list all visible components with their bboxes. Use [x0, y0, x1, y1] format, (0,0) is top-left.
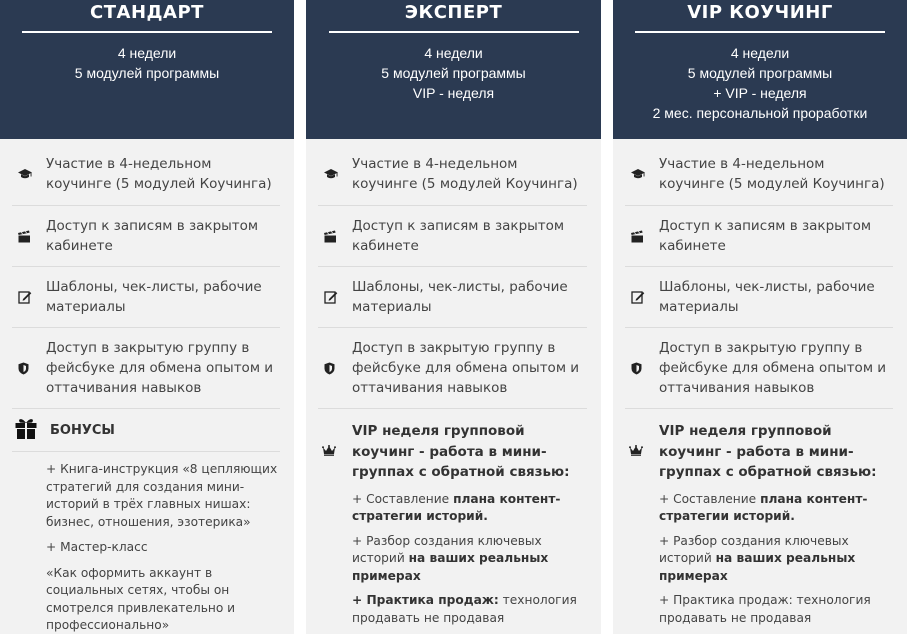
feature-text: Доступ в закрытую группу в фейсбуке для обмена опытом и оттачивания навыков — [352, 340, 580, 396]
feature-item — [625, 142, 893, 206]
feature-text: Участие в 4-недельном коучинге (5 модулей Коучинга) — [46, 155, 272, 192]
feature-item — [625, 328, 893, 409]
bonus-header — [12, 409, 280, 452]
header-divider — [22, 31, 272, 33]
plan-summary-line: 4 недели — [424, 45, 483, 61]
plan-summary-line: 5 модулей программы — [74, 65, 220, 81]
feature-text: Шаблоны, чек-листы, рабочие материалы — [352, 279, 568, 315]
bonus-list — [0, 452, 294, 634]
plan-summary-line: 4 недели — [730, 45, 790, 61]
plan-summary-line: VIP - неделя — [412, 85, 495, 101]
vip-week-list — [306, 483, 601, 628]
bonus-label: БОНУСЫ — [50, 422, 115, 438]
plan-summary — [306, 43, 601, 103]
feature-item — [318, 328, 587, 409]
plan-header — [613, 0, 907, 139]
feature-item — [12, 142, 280, 206]
feature-text: Доступ к записям в закрытом кабинете — [46, 218, 259, 254]
feature-item — [318, 142, 587, 206]
feature-text: Участие в 4-недельном коучинге (5 модулей Коучинга) — [659, 155, 885, 192]
edit-icon — [318, 290, 352, 304]
graduation-cap-icon — [625, 168, 659, 180]
feature-list — [613, 139, 907, 409]
graduation-cap-icon — [318, 168, 352, 180]
crown-icon — [318, 443, 352, 461]
vip-item: + Разбор создания ключевых историй на ваших реальных примерах — [659, 533, 856, 583]
plan-card-vip — [613, 0, 907, 634]
feature-item — [625, 267, 893, 328]
crown-icon — [625, 443, 659, 461]
vip-item: + Практика продаж: технология продавать не продавая — [659, 593, 871, 625]
vip-week-list — [613, 483, 907, 628]
feature-text: Шаблоны, чек-листы, рабочие материалы — [659, 279, 875, 315]
feature-text: Шаблоны, чек-листы, рабочие материалы — [46, 279, 262, 315]
graduation-cap-icon — [12, 168, 46, 180]
header-divider — [635, 31, 885, 33]
shield-icon — [318, 362, 352, 375]
bonus-item: + Мастер-класс — [46, 540, 148, 554]
plan-title: СТАНДАРТ — [90, 2, 204, 23]
vip-week-header — [625, 409, 893, 483]
plan-summary-line: + VIP - неделя — [713, 85, 807, 101]
plan-card-standard — [0, 0, 294, 634]
feature-list — [0, 139, 294, 409]
feature-text: Доступ к записям в закрытом кабинете — [352, 218, 565, 254]
plan-summary-line: 4 недели — [117, 45, 177, 61]
clapperboard-icon — [625, 230, 659, 243]
plan-header — [0, 0, 294, 139]
bonus-item: «Как оформить аккаунт в социальных сетях, чтобы он смотрелся привлекательно и профессионально» — [46, 565, 236, 632]
edit-icon — [12, 290, 46, 304]
plan-title: VIP КОУЧИНГ — [687, 2, 833, 23]
feature-item — [318, 206, 587, 267]
feature-item — [12, 267, 280, 328]
plan-title: ЭКСПЕРТ — [404, 2, 503, 23]
feature-text: Участие в 4-недельном коучинге (5 модулей Коучинга) — [352, 155, 578, 192]
vip-item: + Составление плана контент-стратегии историй. — [352, 491, 561, 523]
clapperboard-icon — [318, 230, 352, 243]
vip-item: + Составление плана контент-стратегии историй. — [659, 491, 868, 523]
bonus-item: + Книга-инструкция «8 цепляющих стратегий для создания мини-историй в трёх главных нишах: бизнес, отношения, эзотерика» — [46, 462, 278, 529]
shield-icon — [12, 362, 46, 375]
plan-header — [306, 0, 601, 139]
feature-item — [318, 267, 587, 328]
vip-item: + Разбор создания ключевых историй на ваших реальных примерах — [352, 533, 549, 583]
feature-item — [12, 328, 280, 409]
feature-text: Доступ в закрытую группу в фейсбуке для обмена опытом и оттачивания навыков — [46, 340, 274, 396]
feature-item — [625, 206, 893, 267]
plan-summary-line: 2 мес. персональной проработки — [652, 105, 868, 121]
feature-item — [12, 206, 280, 267]
vip-item: + Практика продаж: технология продавать не продавая — [352, 593, 577, 625]
plan-summary-line: 5 модулей программы — [381, 65, 526, 81]
header-divider — [329, 31, 579, 33]
gift-icon — [12, 416, 50, 445]
feature-text: Доступ к записям в закрытом кабинете — [659, 218, 872, 254]
shield-icon — [625, 362, 659, 375]
feature-text: Доступ в закрытую группу в фейсбуке для обмена опытом и оттачивания навыков — [659, 340, 887, 396]
edit-icon — [625, 290, 659, 304]
plan-summary-line: 5 модулей программы — [687, 65, 833, 81]
plan-summary — [0, 43, 294, 83]
vip-week-title: VIP неделя групповой коучинг - работа в мини-группах с обратной связью: — [352, 423, 570, 480]
vip-week-title: VIP неделя групповой коучинг - работа в мини-группах с обратной связью: — [659, 423, 877, 480]
plan-summary — [613, 43, 907, 123]
vip-week-header — [318, 409, 587, 483]
feature-list — [306, 139, 601, 409]
plan-card-expert — [306, 0, 601, 634]
clapperboard-icon — [12, 230, 46, 243]
